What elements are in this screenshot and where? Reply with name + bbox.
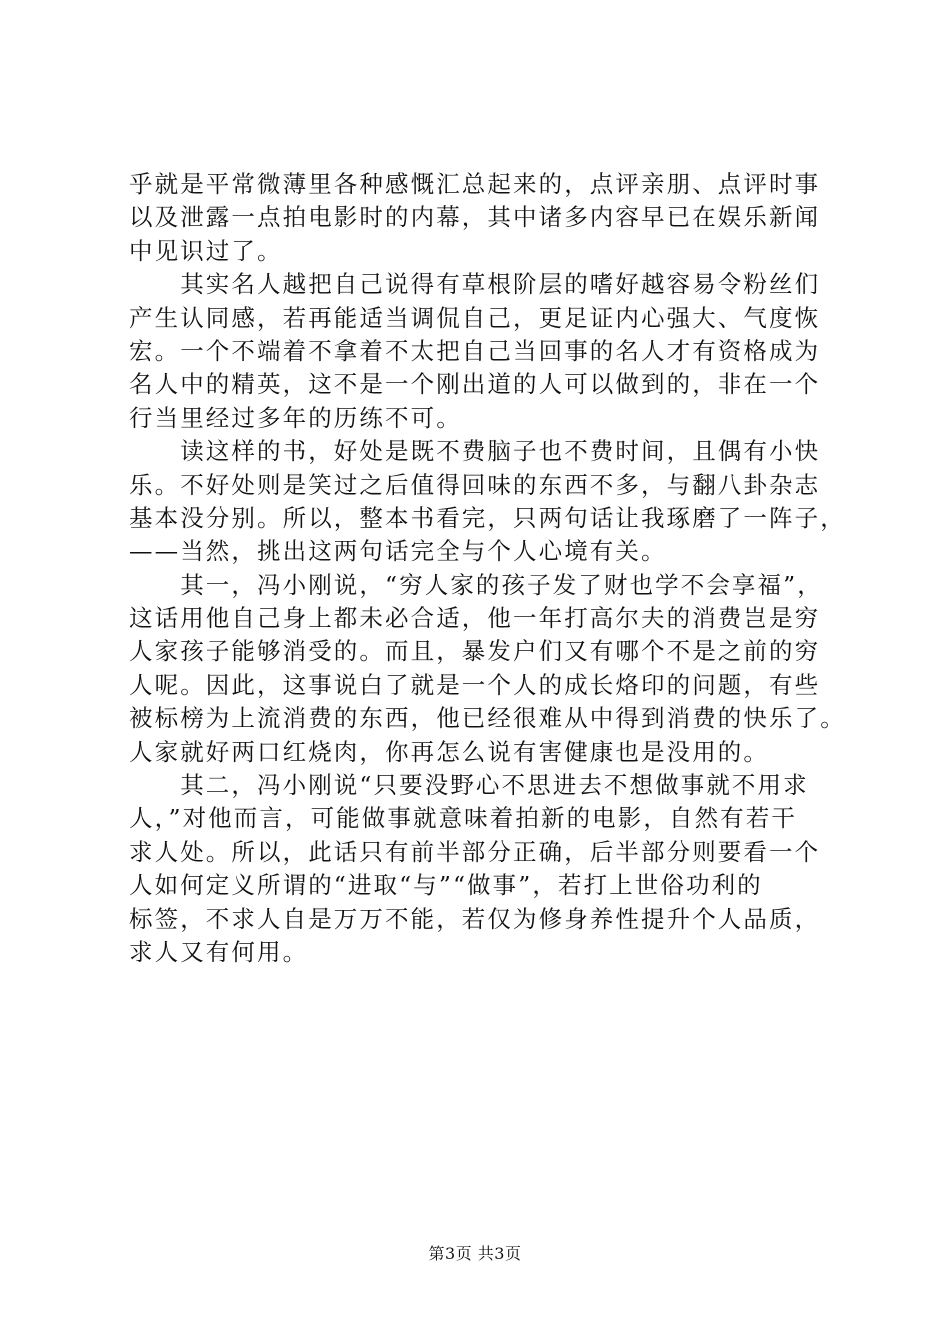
text-line: 求人处。所以，此话只有前半部分正确，后半部分则要看一个 <box>129 837 821 866</box>
text-line: 乐。不好处则是笑过之后值得回味的东西不多，与翻八卦杂志 <box>129 470 821 499</box>
text-line: 产生认同感，若再能适当调侃自己，更足证内心强大、气度恢 <box>129 303 821 332</box>
text-line: 人如何定义所谓的“进取“与”“做事”，若打上世俗功利的 <box>129 871 763 900</box>
text-line: 名人中的精英，这不是一个刚出道的人可以做到的，非在一个 <box>129 370 821 399</box>
text-line: 行当里经过多年的历练不可。 <box>129 403 462 432</box>
text-line: 其二，冯小刚说“只要没野心不思进去不想做事就不用求 <box>129 771 809 800</box>
body-text <box>129 168 849 969</box>
text-line: 人家孩子能够消受的。而且，暴发户们又有哪个不是之前的穷 <box>129 637 821 666</box>
text-line: 求人又有何用。 <box>129 937 309 966</box>
text-line: ——当然，挑出这两句话完全与个人心境有关。 <box>129 537 667 566</box>
text-line: 其实名人越把自己说得有草根阶层的嗜好越容易令粉丝们 <box>129 270 821 299</box>
text-line: 人，”对他而言，可能做事就意味着拍新的电影，自然有若干 <box>129 804 797 833</box>
text-line: 以及泄露一点拍电影时的内幕，其中诸多内容早已在娱乐新闻 <box>129 203 821 232</box>
text-line: 被标榜为上流消费的东西，他已经很难从中得到消费的快乐了。 <box>129 704 846 733</box>
text-line: 人呢。因此，这事说白了就是一个人的成长烙印的问题，有些 <box>129 670 821 699</box>
text-line: 基本没分别。所以，整本书看完，只两句话让我琢磨了一阵子， <box>129 503 846 532</box>
text-line: 宏。一个不端着不拿着不太把自己当回事的名人才有资格成为 <box>129 336 821 365</box>
text-line: 中见识过了。 <box>129 236 283 265</box>
text-line: 这话用他自己身上都未必合适，他一年打高尔夫的消费岂是穷 <box>129 604 821 633</box>
text-line: 其一，冯小刚说，“穷人家的孩子发了财也学不会享福”， <box>129 570 823 599</box>
text-line: 人家就好两口红烧肉，你再怎么说有害健康也是没用的。 <box>129 737 769 766</box>
page-number: 第3页 共3页 <box>428 1244 522 1263</box>
text-line: 乎就是平常微薄里各种感慨汇总起来的，点评亲朋、点评时事 <box>129 170 821 198</box>
text-line: 读这样的书，好处是既不费脑子也不费时间，且偶有小快 <box>129 437 821 466</box>
text-line: 标签，不求人自是万万不能，若仅为修身养性提升个人品质， <box>129 904 821 933</box>
